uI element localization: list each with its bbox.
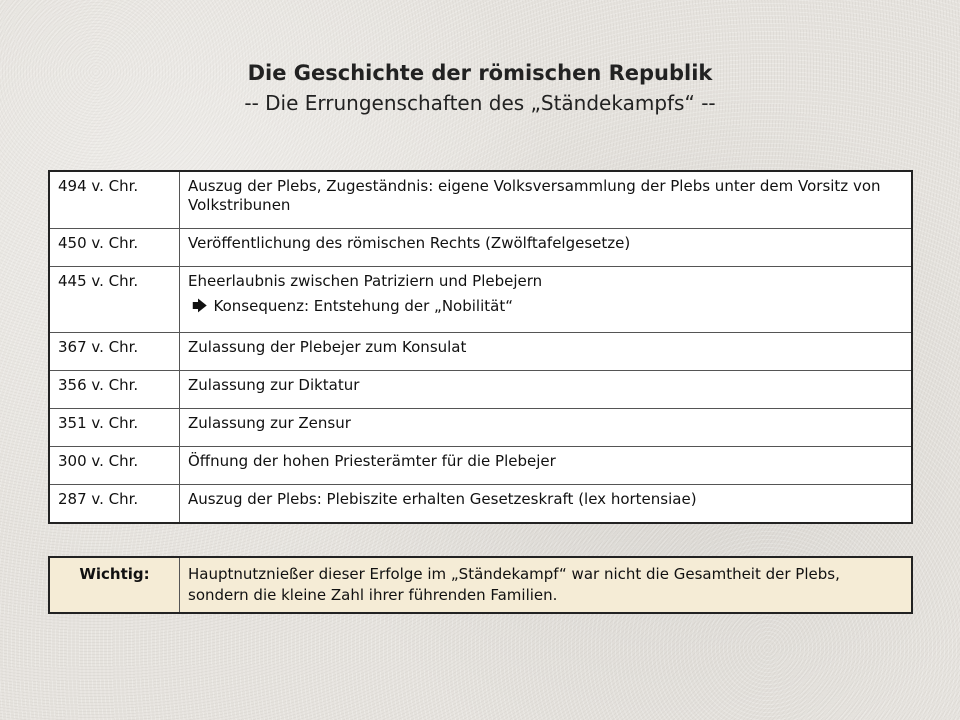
event-year: 494 v. Chr. [49, 171, 180, 229]
event-description: Auszug der Plebs: Plebiszite erhalten Gesetzeskraft (lex hortensiae) [180, 485, 913, 524]
event-description: Zulassung zur Zensur [180, 409, 913, 447]
table-row [49, 447, 912, 485]
page-title: Die Geschichte der römischen Republik [247, 61, 713, 85]
event-year: 450 v. Chr. [49, 229, 180, 267]
table-row [49, 333, 912, 371]
note-text: Hauptnutznießer dieser Erfolge im „Ständekampf“ war nicht die Gesamtheit der Plebs, sondern die kleine Zahl ihrer führenden Familien. [180, 557, 913, 613]
event-year: 351 v. Chr. [49, 409, 180, 447]
table-row [49, 557, 912, 613]
event-cell [180, 267, 913, 333]
events-table [48, 170, 913, 524]
table-row [49, 229, 912, 267]
event-description: Zulassung der Plebejer zum Konsulat [180, 333, 913, 371]
table-row [49, 371, 912, 409]
title-block [0, 58, 960, 118]
event-year: 300 v. Chr. [49, 447, 180, 485]
event-year: 287 v. Chr. [49, 485, 180, 524]
event-description: Zulassung zur Diktatur [180, 371, 913, 409]
table-row [49, 267, 912, 333]
consequence-line [188, 297, 903, 316]
table-row [49, 485, 912, 524]
page-subtitle: -- Die Errungenschaften des „Ständekampfs“ -- [244, 91, 716, 115]
event-year: 367 v. Chr. [49, 333, 180, 371]
event-description: Auszug der Plebs, Zugeständnis: eigene Volksversammlung der Plebs unter dem Vorsitz von Volkstribunen [180, 171, 913, 229]
consequence-text: Konsequenz: Entstehung der „Nobilität“ [213, 297, 513, 315]
event-description: Eheerlaubnis zwischen Patriziern und Plebejern [188, 272, 543, 290]
event-year: 445 v. Chr. [49, 267, 180, 333]
event-description: Öffnung der hohen Priesterämter für die Plebejer [180, 447, 913, 485]
event-description: Veröffentlichung des römischen Rechts (Zwölftafelgesetze) [180, 229, 913, 267]
note-label: Wichtig: [49, 557, 180, 613]
table-row [49, 171, 912, 229]
important-note [48, 556, 913, 614]
table-row [49, 409, 912, 447]
event-year: 356 v. Chr. [49, 371, 180, 409]
right-arrow-icon: 🡆 [192, 297, 208, 315]
